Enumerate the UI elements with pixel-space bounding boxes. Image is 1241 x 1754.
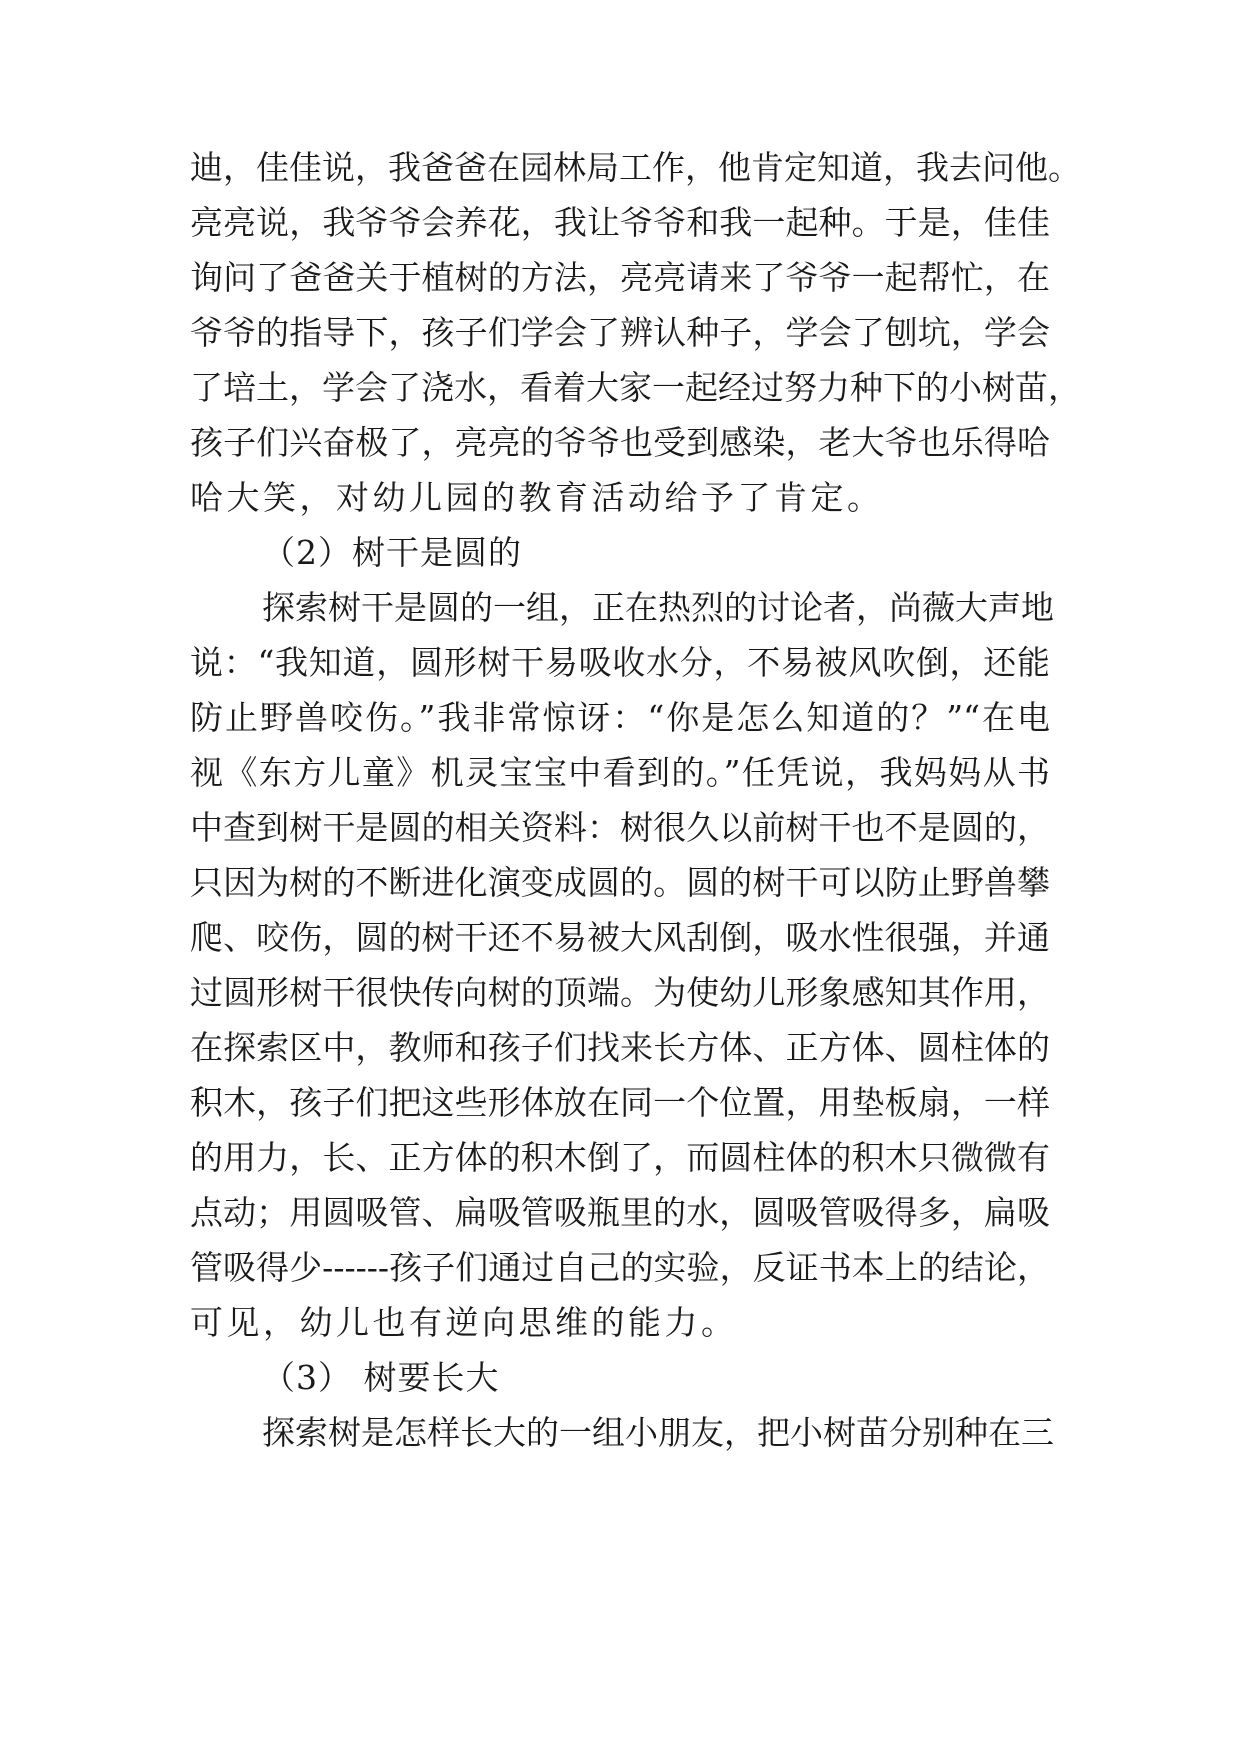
paragraph-line: 了培土，学会了浇水，看着大家一起经过努力种下的小树苗， <box>190 368 1081 407</box>
paragraph-line: 爬、咬伤，圆的树干还不易被大风刮倒，吸水性很强，并通 <box>190 918 1050 957</box>
paragraph-line: 探索树是怎样长大的一组小朋友，把小树苗分别种在三 <box>262 1413 1054 1452</box>
paragraph-line: 迪，佳佳说，我爸爸在园林局工作，他肯定知道，我去问他。 <box>190 148 1081 187</box>
paragraph-line: 哈大笑，对幼儿园的教育活动给予了肯定。 <box>190 478 884 517</box>
paragraph-line: 可见，幼儿也有逆向思维的能力。 <box>190 1303 738 1342</box>
paragraph-line: 说：“我知道，圆形树干易吸收水分，不易被风吹倒，还能 <box>190 643 1050 682</box>
paragraph-line: 孩子们兴奋极了，亮亮的爷爷也受到感染，老大爷也乐得哈 <box>190 423 1050 462</box>
paragraph-line: 在探索区中，教师和孩子们找来长方体、正方体、圆柱体的 <box>190 1028 1050 1067</box>
paragraph-line: 爷爷的指导下，孩子们学会了辨认种子，学会了刨坑，学会 <box>190 313 1050 352</box>
paragraph-line: 中查到树干是圆的相关资料：树很久以前树干也不是圆的， <box>190 808 1050 847</box>
paragraph-line: 防止野兽咬伤。”我非常惊讶：“你是怎么知道的？”“在电 <box>190 698 1050 737</box>
paragraph-line: 只因为树的不断进化演变成圆的。圆的树干可以防止野兽攀 <box>190 863 1050 902</box>
section-heading-2: （2）树干是圆的 <box>262 533 522 572</box>
paragraph-line: 的用力，长、正方体的积木倒了，而圆柱体的积木只微微有 <box>190 1138 1050 1177</box>
paragraph-line: 过圆形树干很快传向树的顶端。为使幼儿形象感知其作用， <box>190 973 1050 1012</box>
paragraph-line: 询问了爸爸关于植树的方法，亮亮请来了爷爷一起帮忙，在 <box>190 258 1050 297</box>
paragraph-line: 点动；用圆吸管、扁吸管吸瓶里的水，圆吸管吸得多，扁吸 <box>190 1193 1050 1232</box>
paragraph-line: 亮亮说，我爷爷会养花，我让爷爷和我一起种。于是，佳佳 <box>190 203 1050 242</box>
paragraph-line: 积木，孩子们把这些形体放在同一个位置，用垫板扇，一样 <box>190 1083 1050 1122</box>
paragraph-line: 视《东方儿童》机灵宝宝中看到的。”任凭说，我妈妈从书 <box>190 753 1050 792</box>
paragraph-line: 管吸得少------孩子们通过自己的实验，反证书本上的结论， <box>190 1248 1050 1287</box>
paragraph-line: 探索树干是圆的一组，正在热烈的讨论者，尚薇大声地 <box>262 588 1054 627</box>
section-heading-3: （3） 树要长大 <box>262 1358 500 1397</box>
